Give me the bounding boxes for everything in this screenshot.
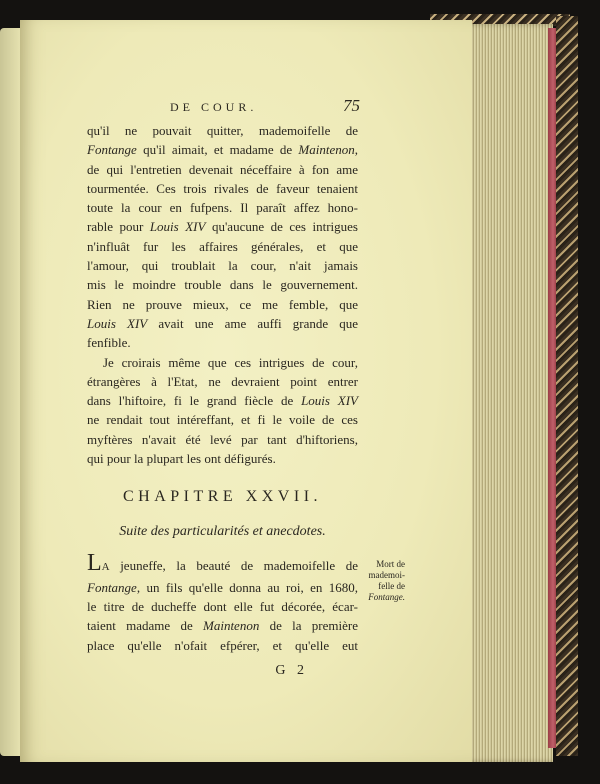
- italic-text: Louis XIV: [87, 315, 148, 331]
- text-line: [87, 295, 358, 314]
- page-block-edges: [463, 24, 553, 762]
- text-run: toute la cour en fufpens. Il paraît affez hono-: [87, 200, 358, 216]
- text-line: [87, 430, 358, 449]
- text-line: [87, 256, 358, 275]
- text-run: l'amour, qui troublait la cour, n'ait jamais: [87, 258, 358, 274]
- text-run: n'influât fur les affaires générales, et que: [87, 238, 358, 254]
- paragraph-2: [87, 353, 358, 469]
- drop-cap: L: [87, 550, 102, 577]
- italic-text: Fontange: [87, 579, 137, 595]
- small-cap: A: [101, 561, 110, 574]
- marbled-cover: [556, 16, 578, 756]
- text-line: [87, 410, 358, 429]
- text-line: [87, 160, 358, 179]
- text-run: ,: [354, 142, 358, 158]
- text-line: [87, 314, 358, 333]
- text-line: [87, 275, 358, 294]
- page-number: 75: [343, 96, 360, 115]
- text-run: ne rendait tout intéreffant, et fi le voile de ces: [87, 412, 358, 428]
- text-run: dans l'hiftoire, fi le grand fiècle de: [87, 393, 302, 409]
- text-run: place qu'elle n'ofait efpérer, et qu'elle eut: [87, 637, 358, 653]
- italic-text: Maintenon: [203, 618, 260, 634]
- marginal-note-line: mademoi-: [368, 570, 405, 581]
- text-line: [87, 597, 358, 616]
- text-line: [87, 237, 358, 256]
- text-run: tourmentée. Ces trois rivales de faveur tenaient: [87, 180, 358, 196]
- text-run: de qui l'entretien devenait néceffaire à fon ame: [87, 161, 358, 177]
- text-column: [87, 121, 405, 681]
- text-run: qu'il ne pouvait quitter, mademoifelle de: [87, 123, 358, 138]
- text-run: de la première: [259, 618, 358, 634]
- text-run: Rien ne prouve mieux, ce me femble, que: [87, 296, 358, 312]
- text-run: myftères n'avait été levé par tant d'hiftoriens,: [87, 431, 358, 447]
- running-title: DE COUR.: [170, 100, 258, 114]
- text-run: rable pour: [87, 219, 150, 235]
- text-run: qui pour la plupart les ont défigurés.: [87, 451, 276, 467]
- text-run: qu'il aimait, et madame de: [136, 142, 299, 158]
- text-line: [87, 353, 358, 372]
- text-line: [87, 140, 358, 159]
- text-run: jeuneffe, la beauté de mademoifelle de: [109, 558, 358, 574]
- paragraph-3: [87, 550, 405, 654]
- text-run: Je croirais même que ces intrigues de cour,: [103, 354, 358, 370]
- marginal-note-line: Mort de: [376, 559, 405, 570]
- signature-mark: G 2: [275, 662, 308, 678]
- italic-text: Louis XIV: [301, 393, 358, 409]
- text-run: , un fils qu'elle donna au roi, en 1680,: [136, 579, 358, 595]
- text-line: [87, 372, 358, 391]
- text-line: [87, 179, 358, 198]
- text-line: [87, 636, 358, 655]
- text-line: [87, 198, 358, 217]
- text-run: étrangères à l'Etat, ne devraient point entrer: [87, 373, 358, 389]
- italic-text: Fontange: [87, 142, 137, 158]
- text-run: le titre de ducheffe dont elle fut décorée, écar-: [87, 598, 358, 614]
- running-header: [170, 96, 360, 118]
- paragraph-1: [87, 121, 358, 353]
- italic-text: Maintenon: [298, 142, 355, 158]
- text-line: [87, 121, 358, 140]
- text-run: taient madame de: [87, 618, 203, 634]
- chapter-title: CHAPITRE XXVII.: [122, 488, 323, 506]
- text-run: mis le moindre trouble dans le gouvernement.: [87, 277, 358, 293]
- text-line: [87, 616, 358, 635]
- italic-text: Louis XIV: [149, 219, 206, 235]
- text-run: qu'aucune de ces intrigues: [205, 219, 358, 235]
- marginal-note: [361, 559, 405, 603]
- marginal-note-line: felle de: [378, 581, 405, 592]
- text-line: [87, 550, 358, 577]
- text-line: [87, 449, 358, 468]
- text-line: [87, 391, 358, 410]
- text-run: avait une ame auffi grande que: [147, 315, 358, 331]
- marginal-note-line: Fontange.: [368, 592, 405, 603]
- chapter-subtitle: Suite des particularités et anecdotes.: [119, 524, 326, 540]
- text-line: [87, 217, 358, 236]
- text-line: [87, 333, 358, 352]
- text-line: [87, 578, 358, 597]
- text-run: fenfible.: [87, 335, 131, 351]
